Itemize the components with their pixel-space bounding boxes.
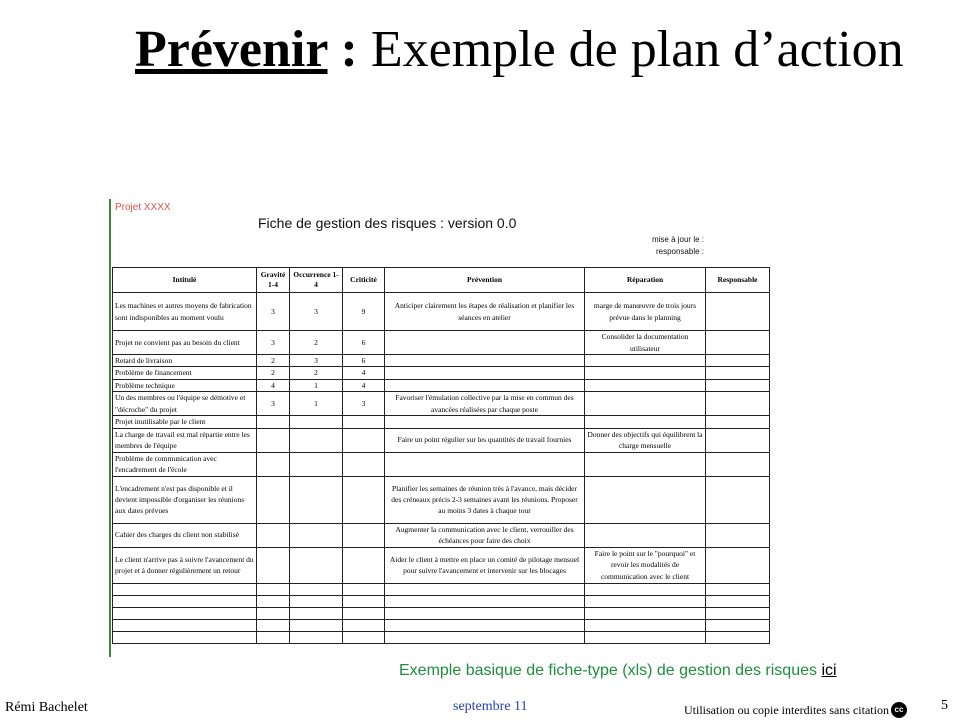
cell-gravite — [257, 428, 290, 452]
cell-gravite — [257, 547, 290, 583]
cell-reparation — [585, 631, 706, 643]
cell-intitule: L'encadrement n'est pas disponible et il devient impossible d'organiser les réunions aux dates prévues — [113, 476, 257, 523]
cell-gravite — [257, 452, 290, 476]
table-row — [113, 379, 770, 391]
header-intitule: Intitulé — [113, 268, 257, 293]
table-row — [113, 476, 770, 523]
cell-criticite — [343, 547, 385, 583]
cell-intitule: Projet inutilisable par le client — [113, 416, 257, 428]
cell-occurrence: 3 — [290, 293, 343, 331]
cell-prevention — [385, 331, 585, 355]
cell-responsable — [706, 293, 770, 331]
cell-intitule — [113, 583, 257, 595]
cell-responsable — [706, 631, 770, 643]
footer-license-text: Utilisation ou copie interdites sans citation — [684, 702, 889, 717]
cell-gravite — [257, 523, 290, 547]
cell-intitule: Retard de livraison — [113, 355, 257, 367]
cell-reparation: Donner des objectifs qui équilibrent la charge mensuelle — [585, 428, 706, 452]
table-row — [113, 331, 770, 355]
meta-owner: responsable : — [655, 247, 704, 256]
risk-table — [112, 267, 770, 644]
cell-reparation — [585, 583, 706, 595]
cell-responsable — [706, 416, 770, 428]
cell-prevention — [385, 452, 585, 476]
header-occurrence — [290, 268, 343, 293]
cell-occurrence — [290, 476, 343, 523]
cell-criticite: 9 — [343, 293, 385, 331]
cell-criticite — [343, 416, 385, 428]
cell-criticite — [343, 607, 385, 619]
header-responsable: Responsable — [706, 268, 770, 293]
sheet-meta — [652, 234, 704, 258]
cell-gravite — [257, 619, 290, 631]
cell-prevention: Augmenter la communication avec le client, verrouiller des échéances pour faire des choix — [385, 523, 585, 547]
cell-criticite: 4 — [343, 367, 385, 379]
cell-gravite — [257, 416, 290, 428]
cell-intitule: Problème technique — [113, 379, 257, 391]
meta-updated: mise à jour le : — [651, 235, 704, 244]
cell-prevention — [385, 379, 585, 391]
cell-reparation — [585, 355, 706, 367]
header-occurrence-label: Occurrence 1-4 — [293, 270, 339, 289]
table-row — [113, 595, 770, 607]
cell-gravite: 3 — [257, 293, 290, 331]
table-row — [113, 293, 770, 331]
cell-responsable — [706, 355, 770, 367]
cell-prevention — [385, 355, 585, 367]
cell-prevention: Anticiper clairement les étapes de réalisation et planifier les séances en atelier — [385, 293, 585, 331]
cell-responsable — [706, 547, 770, 583]
cell-criticite — [343, 595, 385, 607]
cell-intitule: Un des membres ou l'équipe se démotive et "décroche" du projet — [113, 392, 257, 416]
title-rest: Exemple de plan d’action — [357, 21, 904, 78]
cell-gravite: 2 — [257, 367, 290, 379]
cell-occurrence — [290, 452, 343, 476]
footnote-text: Exemple basique de fiche-type (xls) de gestion des risques — [399, 662, 822, 679]
footer-author: Rémi Bachelet — [5, 700, 88, 715]
cell-gravite — [257, 595, 290, 607]
cell-occurrence: 2 — [290, 331, 343, 355]
cell-responsable — [706, 523, 770, 547]
cell-responsable — [706, 583, 770, 595]
cell-criticite: 6 — [343, 331, 385, 355]
cell-intitule: Problème de financement — [113, 367, 257, 379]
cell-intitule — [113, 619, 257, 631]
cell-intitule — [113, 595, 257, 607]
cell-reparation — [585, 416, 706, 428]
cell-prevention — [385, 416, 585, 428]
cell-gravite: 2 — [257, 355, 290, 367]
cell-responsable — [706, 595, 770, 607]
header-criticite: Criticité — [343, 268, 385, 293]
cell-intitule: Cahier des charges du client non stabilisé — [113, 523, 257, 547]
cell-reparation: Consolider la documentation utilisateur — [585, 331, 706, 355]
cell-responsable — [706, 428, 770, 452]
table-row — [113, 355, 770, 367]
cell-reparation — [585, 367, 706, 379]
cell-criticite — [343, 476, 385, 523]
cell-gravite: 3 — [257, 331, 290, 355]
footnote — [399, 662, 837, 680]
cell-reparation — [585, 619, 706, 631]
cell-occurrence — [290, 595, 343, 607]
cell-prevention — [385, 583, 585, 595]
cell-criticite — [343, 619, 385, 631]
table-row — [113, 428, 770, 452]
cell-gravite — [257, 476, 290, 523]
cell-intitule: Problème de communication avec l'encadrement de l'école — [113, 452, 257, 476]
slide-title — [135, 18, 925, 82]
cell-occurrence: 2 — [290, 367, 343, 379]
header-prevention: Prévention — [385, 268, 585, 293]
cell-criticite: 6 — [343, 355, 385, 367]
cell-intitule: Projet ne convient pas au besoin du client — [113, 331, 257, 355]
cell-reparation — [585, 392, 706, 416]
cell-occurrence — [290, 619, 343, 631]
footnote-link[interactable]: ici — [821, 662, 837, 679]
risk-sheet-image — [109, 199, 799, 657]
cell-intitule — [113, 607, 257, 619]
table-row — [113, 523, 770, 547]
cell-occurrence — [290, 523, 343, 547]
cell-prevention: Favoriser l'émulation collective par la mise en commun des avancées réalisées par chaque poste — [385, 392, 585, 416]
cell-responsable — [706, 452, 770, 476]
table-row — [113, 416, 770, 428]
cell-prevention: Planifier les semaines de réunion très à l'avance, mais décider des créneaux précis 2-3 semaines avant les réunions. Proposer au moins 3 dates à chaque tour — [385, 476, 585, 523]
sheet-title: Fiche de gestion des risques : version 0.0 — [258, 215, 517, 231]
table-row — [113, 583, 770, 595]
cell-responsable — [706, 392, 770, 416]
cell-occurrence — [290, 428, 343, 452]
cell-gravite — [257, 607, 290, 619]
cell-criticite: 4 — [343, 379, 385, 391]
cell-occurrence: 1 — [290, 379, 343, 391]
title-colon: : — [327, 21, 358, 78]
cell-gravite — [257, 631, 290, 643]
cell-occurrence: 3 — [290, 355, 343, 367]
cell-reparation: marge de manœuvre de trois jours prévue dans le planning — [585, 293, 706, 331]
cell-criticite: 3 — [343, 392, 385, 416]
cell-criticite — [343, 523, 385, 547]
cell-gravite — [257, 583, 290, 595]
cell-criticite — [343, 583, 385, 595]
cell-occurrence — [290, 416, 343, 428]
cell-responsable — [706, 367, 770, 379]
cell-occurrence: 1 — [290, 392, 343, 416]
cell-reparation — [585, 476, 706, 523]
cell-criticite — [343, 428, 385, 452]
cell-prevention: Aider le client à mettre en place un comité de pilotage mensuel pour suivre l'avancement et intervenir sur les blocages — [385, 547, 585, 583]
creative-commons-icon: cc — [891, 702, 907, 718]
cell-intitule — [113, 631, 257, 643]
cell-reparation — [585, 595, 706, 607]
table-row — [113, 631, 770, 643]
cell-reparation — [585, 379, 706, 391]
table-row — [113, 547, 770, 583]
cell-prevention — [385, 607, 585, 619]
cell-occurrence — [290, 607, 343, 619]
cell-reparation — [585, 452, 706, 476]
cell-prevention — [385, 619, 585, 631]
footer-license — [684, 702, 907, 718]
cell-responsable — [706, 619, 770, 631]
cell-responsable — [706, 331, 770, 355]
cell-reparation — [585, 607, 706, 619]
cell-criticite — [343, 631, 385, 643]
cell-prevention — [385, 367, 585, 379]
cell-gravite: 3 — [257, 392, 290, 416]
cell-intitule: Le client n'arrive pas à suivre l'avancement du projet et à donner régulièrement un retour — [113, 547, 257, 583]
table-row — [113, 607, 770, 619]
page-number: 5 — [941, 698, 948, 713]
cell-occurrence — [290, 583, 343, 595]
cell-responsable — [706, 607, 770, 619]
cell-occurrence — [290, 547, 343, 583]
cell-reparation: Faire le point sur le "pourquoi" et revoir les modalités de communication avec le client — [585, 547, 706, 583]
cell-prevention — [385, 631, 585, 643]
cell-responsable — [706, 476, 770, 523]
cell-reparation — [585, 523, 706, 547]
table-row — [113, 367, 770, 379]
title-keyword: Prévenir — [135, 21, 328, 78]
header-reparation: Réparation — [585, 268, 706, 293]
cell-prevention — [385, 595, 585, 607]
cell-criticite — [343, 452, 385, 476]
table-row — [113, 392, 770, 416]
table-header-row — [113, 268, 770, 293]
cell-responsable — [706, 379, 770, 391]
table-row — [113, 452, 770, 476]
project-label: Projet XXXX — [115, 202, 171, 213]
cell-occurrence — [290, 631, 343, 643]
cell-intitule: La charge de travail est mal répartie entre les membres de l'équipe — [113, 428, 257, 452]
cell-gravite: 4 — [257, 379, 290, 391]
footer-date: septembre 11 — [453, 699, 528, 714]
header-gravite: Gravité 1-4 — [257, 268, 290, 293]
cell-intitule: Les machines et autres moyens de fabrication sont indisponibles au moment voulu — [113, 293, 257, 331]
cell-prevention: Faire un point régulier sur les quantités de travail fournies — [385, 428, 585, 452]
table-row — [113, 619, 770, 631]
